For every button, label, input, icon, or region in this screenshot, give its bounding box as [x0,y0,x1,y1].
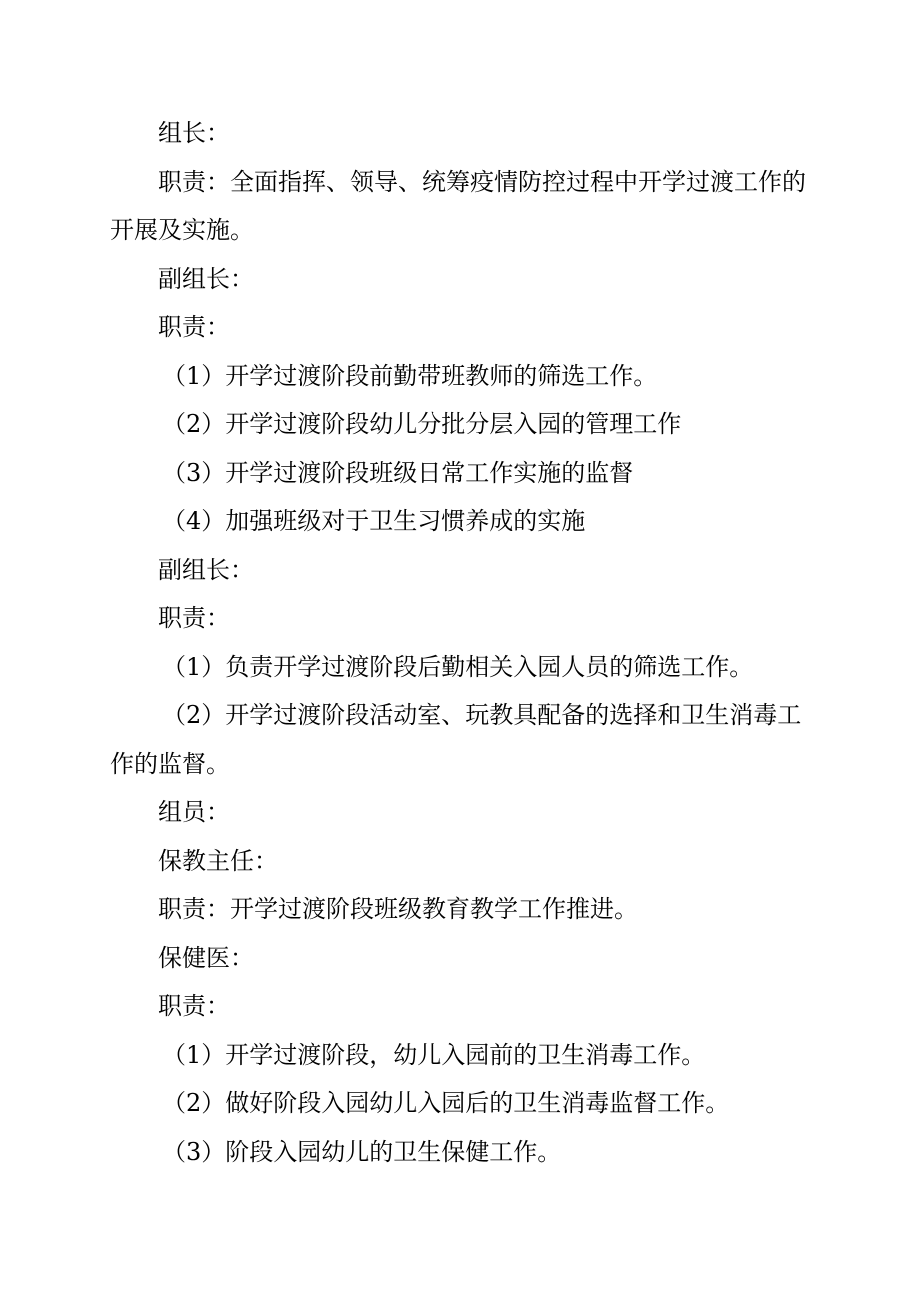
group-leader-duty: 职责：全面指挥、领导、统筹疫情防控过程中开学过渡工作的开展及实施。 [110,167,806,244]
heading-health-doctor: 保健医： [158,943,254,972]
health-doctor-duty-item: （1）开学过渡阶段，幼儿入园前的卫生消毒工作。 [162,1040,706,1069]
deputy-leader-2-duty-item: （1）负责开学过渡阶段后勤相关入园人员的筛选工作。 [162,652,754,681]
heading-deputy-leader-1: 副组长： [158,264,254,293]
heading-members: 组员： [158,798,230,826]
health-doctor-duty-item: （2）做好阶段入园幼儿入园后的卫生消毒监督工作。 [162,1089,730,1117]
health-doctor-duty-label: 职责： [158,992,230,1020]
document-body [110,109,810,1176]
heading-deputy-leader-2: 副组长： [158,555,254,584]
heading-education-director: 保教主任： [158,846,278,875]
deputy-leader-2-duty-label: 职责： [158,604,230,632]
heading-group-leader: 组长： [158,119,230,147]
education-director-duty: 职责：开学过渡阶段班级教育教学工作推进。 [158,895,638,923]
deputy-leader-1-duty-item: （2）开学过渡阶段幼儿分批分层入园的管理工作 [162,410,682,438]
deputy-leader-1-duty-item: （1）开学过渡阶段前勤带班教师的筛选工作。 [162,361,658,390]
deputy-leader-1-duty-label: 职责： [158,313,230,341]
health-doctor-duty-item: （3）阶段入园幼儿的卫生保健工作。 [162,1137,562,1166]
deputy-leader-1-duty-item: （3）开学过渡阶段班级日常工作实施的监督 [162,458,634,487]
deputy-leader-2-duty-item: （2）开学过渡阶段活动室、玩教具配备的选择和卫生消毒工作的监督。 [110,701,802,778]
deputy-leader-1-duty-item: （4）加强班级对于卫生习惯养成的实施 [162,507,586,535]
